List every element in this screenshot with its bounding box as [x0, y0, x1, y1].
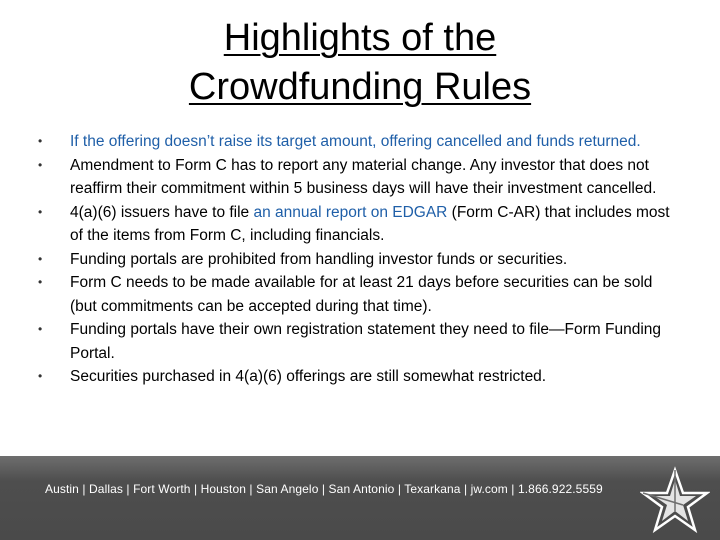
- bullet-item: [38, 130, 678, 154]
- bullet-dot: •: [38, 157, 43, 172]
- bullet-dot: •: [38, 251, 43, 266]
- footer-bar: [0, 456, 720, 540]
- bullet-text: Funding portals have their own registration statement they need to file—Form Funding Portal.: [70, 321, 662, 362]
- bullet-list: [38, 130, 678, 389]
- bullet-text: If the offering doesn’t raise its target amount, offering cancelled and funds returned.: [70, 133, 641, 150]
- bullet-text: Amendment to Form C has to report any material change. Any investor that does not reaffirm their commitment within 5 business days will have their investment cancelled.: [70, 156, 657, 197]
- bullet-text: Form C needs to be made available for at least 21 days before securities can be sold (but commitments can be accepted during that time).: [70, 274, 653, 315]
- bullet-dot: •: [38, 134, 43, 148]
- slide-title: [0, 14, 720, 112]
- bullet-text-post: (Form C-AR) that includes most of the items from Form C, including financials.: [70, 203, 670, 244]
- footer-locations: Austin | Dallas | Fort Worth | Houston | San Angelo | San Antonio | Texarkana | jw.com | 1.866.922.5559: [45, 482, 603, 496]
- bullet-item: [38, 271, 678, 318]
- bullet-dot: •: [38, 369, 43, 383]
- bullet-item: [38, 201, 678, 248]
- bullet-dot: •: [38, 204, 43, 219]
- bullet-text: Funding portals are prohibited from handling investor funds or securities.: [70, 250, 568, 268]
- star-icon: [640, 466, 710, 536]
- bullet-highlight: an annual report on EDGAR: [253, 203, 448, 221]
- bullet-text: Securities purchased in 4(a)(6) offerings are still somewhat restricted.: [70, 368, 547, 385]
- bullet-dot: •: [38, 275, 43, 289]
- bullet-item: [38, 248, 678, 272]
- title-line-1: Highlights of the: [223, 17, 497, 59]
- bullet-item: [38, 318, 678, 365]
- bullet-item: [38, 154, 678, 201]
- title-line-2: Crowdfunding Rules: [188, 66, 532, 108]
- bullet-text-pre: 4(a)(6) issuers have to file: [70, 203, 254, 221]
- bullet-item: [38, 365, 678, 389]
- bullet-dot: •: [38, 322, 43, 336]
